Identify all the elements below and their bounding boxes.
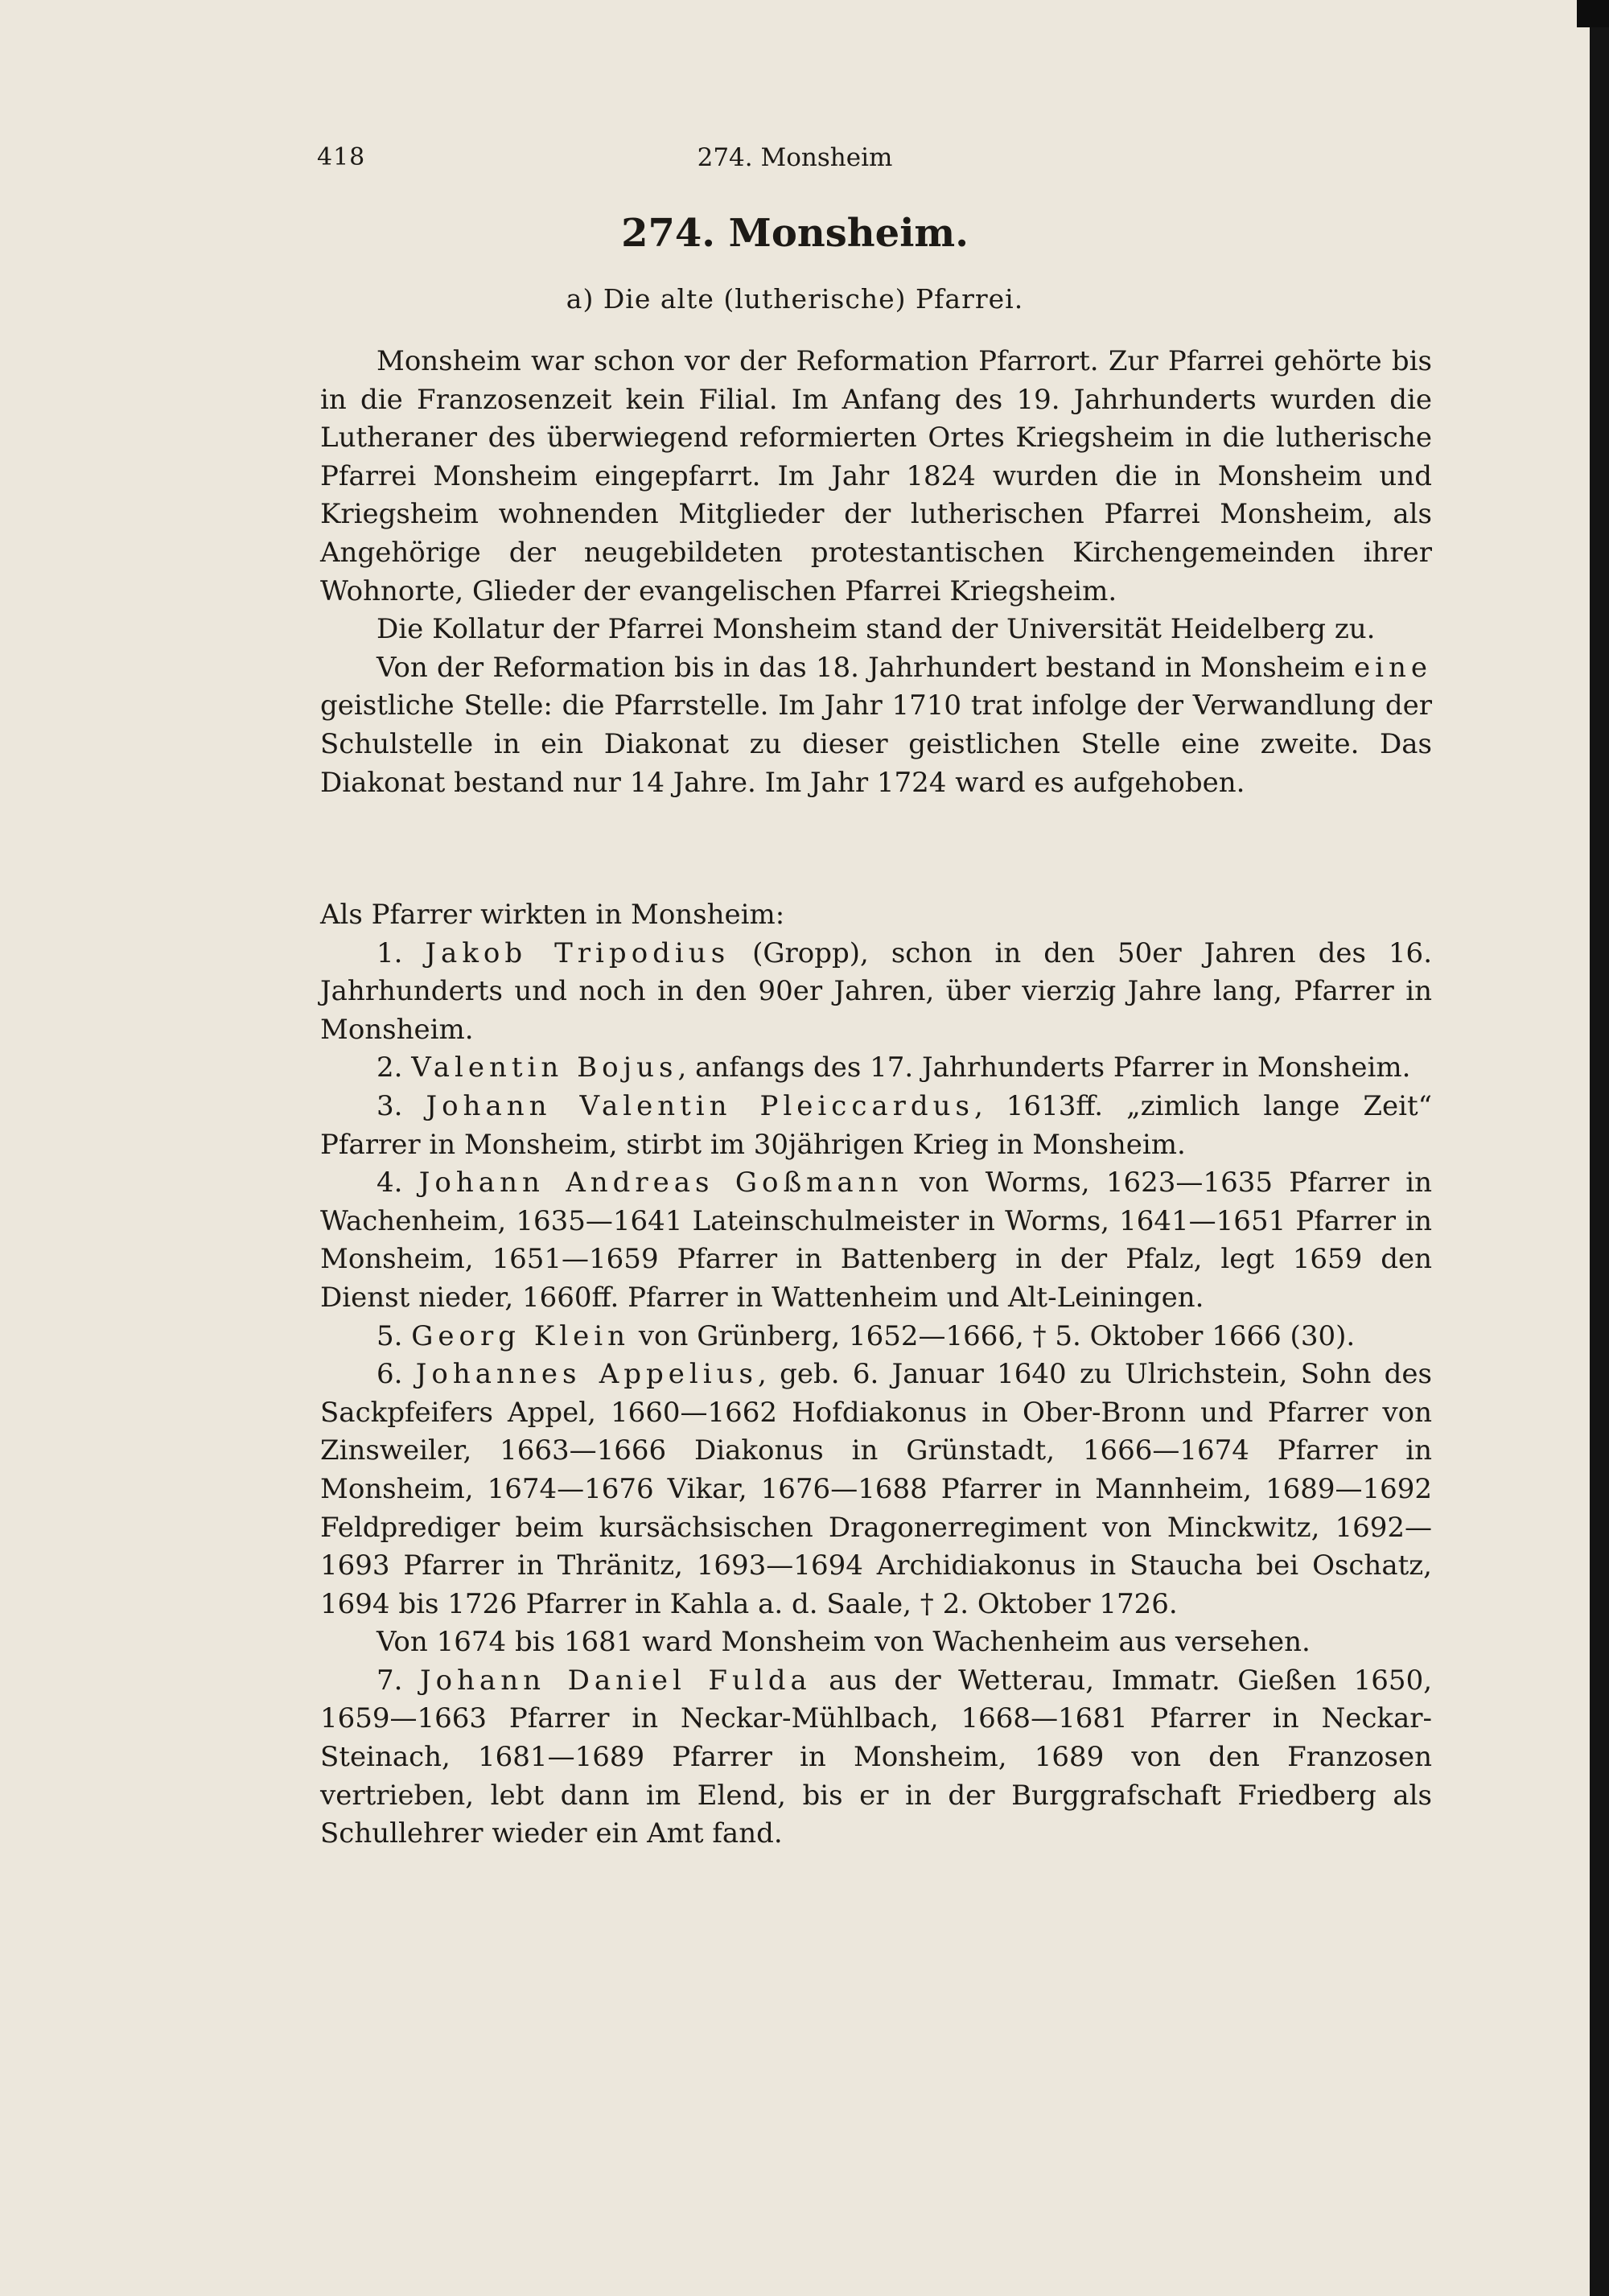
paragraph: Die Kollatur der Pfarrei Monsheim stand der Universität Heidelberg zu. xyxy=(377,613,1376,646)
item-text: von Grünberg, 1652—1666, † 5. Oktober 1666 (30). xyxy=(630,1319,1356,1352)
section-subtitle: a) Die alte (lutherische) Pfarrei. xyxy=(566,283,1024,315)
item-text: , geb. 6. Januar 1640 zu Ulrichstein, Sohn des Sackpfeifers Appel, 1660—1662 Hofdiakonus in Ober-Bronn und Pfarrer von Zinsweiler, 1663—1666 Diakonus in Grünstadt, 1666—1674 Pfarrer in Monsheim, 1674—1676 Vikar, 1676—1688 Pfarrer in Mannheim, 1689—1692 Feldprediger beim kursächsischen Dragonerregiment von Minckwitz, 1692—1693 Pfarrer in Thränitz, 1693—1694 Archidiakonus in Staucha bei Oschatz, 1694 bis 1726 Pfarrer in Kahla a. d. Saale, † 2. Oktober 1726. xyxy=(320,1358,1432,1620)
list-item xyxy=(320,1164,1432,1317)
item-text: , anfangs des 17. Jahrhunderts Pfarrer in Monsheim. xyxy=(677,1051,1411,1084)
paragraph-text: Von der Reformation bis in das 18. Jahrhundert bestand in Monsheim xyxy=(377,651,1345,684)
list-item xyxy=(320,1088,1432,1164)
emphasis: eine xyxy=(1353,651,1432,684)
list-item xyxy=(320,935,1432,1050)
scan-corner xyxy=(1577,0,1609,27)
item-text: (Gropp), schon in den 50er Jahren des 16. Jahrhunderts und noch in den 90er Jahren, über vierzig Jahre lang, Pfarrer in Monsheim. xyxy=(320,936,1433,1046)
intro-text xyxy=(320,343,1432,802)
item-text: von Worms, 1623—1635 Pfarrer in Wachenheim, 1635—1641 Lateinschulmeister in Worms, 1641—1651 Pfarrer in Monsheim, 1651—1659 Pfarrer in Battenberg in der Pfalz, legt 1659 den Dienst nieder, 1660ff. Pfarrer in Wattenheim und Alt-Leiningen. xyxy=(320,1167,1432,1314)
running-title: 274. Monsheim xyxy=(697,143,893,172)
pastor-name: Johannes Appelius xyxy=(415,1358,758,1391)
item-text: , 1613ff. „zimlich lange Zeit“ Pfarrer in Monsheim, stirbt im 30jährigen Krieg in Monsheim. xyxy=(320,1089,1432,1161)
list-item xyxy=(320,1662,1432,1854)
page-number: 418 xyxy=(317,143,366,171)
item-number: 6. xyxy=(377,1358,403,1391)
item-text: aus der Wetterau, Immatr. Gießen 1650, 1659—1663 Pfarrer in Neckar-Mühlbach, 1668—1681 Pfarrer in Neckar-Steinach, 1681—1689 Pfarrer in Monsheim, 1689 von den Franzosen vertrieben, lebt dann im Elend, bis er in der Burggrafschaft Friedberg als Schullehrer wieder ein Amt fand. xyxy=(320,1664,1433,1850)
item-number: 2. xyxy=(377,1051,403,1084)
pastor-name: Valentin Bojus xyxy=(411,1051,678,1084)
pastor-name: Johann Daniel Fulda xyxy=(419,1664,812,1697)
item-number: 3. xyxy=(377,1089,403,1122)
item-number: 5. xyxy=(377,1319,403,1352)
pastor-name: Johann Andreas Goßmann xyxy=(418,1167,903,1199)
pastor-name: Jakob Tripodius xyxy=(425,936,730,969)
pastor-name: Johann Valentin Pleiccardus xyxy=(426,1089,974,1122)
item-number: 7. xyxy=(377,1664,403,1697)
list-note: Von 1674 bis 1681 ward Monsheim von Wachenheim aus versehen. xyxy=(377,1626,1311,1659)
item-number: 4. xyxy=(377,1167,403,1199)
section-title: 274. Monsheim. xyxy=(621,211,969,256)
scan-edge xyxy=(1590,0,1609,2296)
pastor-name: Georg Klein xyxy=(411,1319,631,1352)
paragraph: Monsheim war schon vor der Reformation Pfarrort. Zur Pfarrei gehörte bis in die Franzosenzeit kein Filial. Im Anfang des 19. Jahrhunderts wurden die Lutheraner des überwiegend reformierten Ortes Kriegsheim in die lutherische Pfarrei Monsheim eingepfarrt. Im Jahr 1824 wurden die in Monsheim und Kriegsheim wohnenden Mitglieder der lutherischen Pfarrei Monsheim, als Angehörige der neugebildeten protestantischen Kirchengemeinden ihrer Wohnorte, Glieder der evangelischen Pfarrei Kriegsheim. xyxy=(320,345,1432,607)
list-item xyxy=(320,1049,1432,1088)
item-number: 1. xyxy=(377,936,403,969)
paragraph-text: geistliche Stelle: die Pfarrstelle. Im Jahr 1710 trat infolge der Verwandlung der Schulstelle in ein Diakonat zu dieser geistlichen Stelle eine zweite. Das Diakonat bestand nur 14 Jahre. Im Jahr 1724 ward es aufgehoben. xyxy=(320,689,1432,799)
list-heading: Als Pfarrer wirkten in Monsheim: xyxy=(320,899,785,931)
pastor-list xyxy=(320,896,1432,1854)
list-item xyxy=(320,1356,1432,1623)
paragraph xyxy=(320,649,1432,802)
list-item xyxy=(320,1318,1432,1356)
